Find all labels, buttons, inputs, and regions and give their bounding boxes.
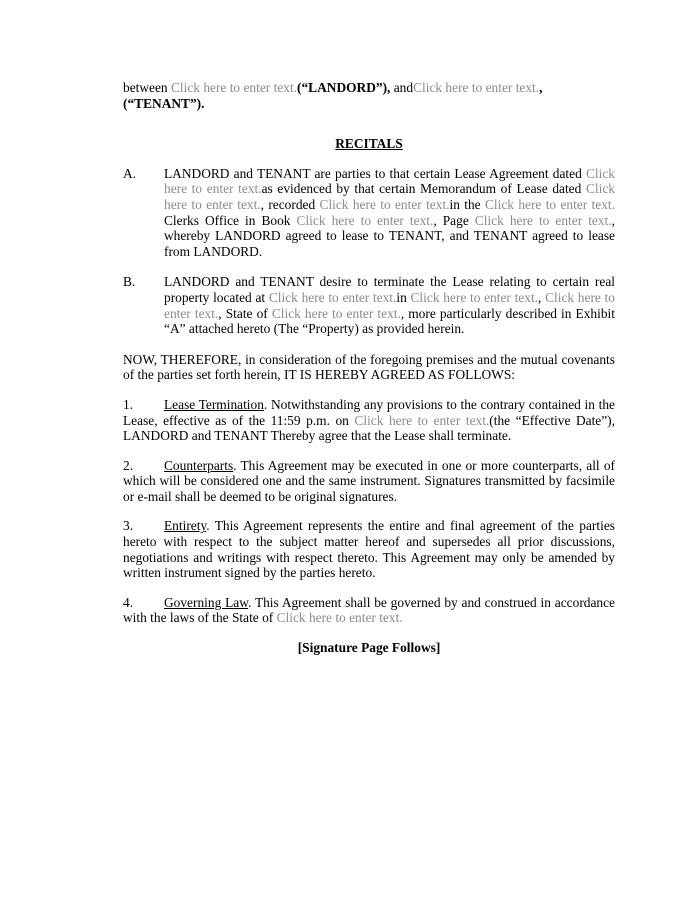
section-2-number: 2. [123,457,134,473]
recital-a-text-5: Clerks Office in Book [164,212,297,228]
effective-date-field[interactable]: Click here to enter text. [354,412,490,428]
section-4-title: Governing Law [164,594,249,610]
recital-b-text-5: , more particularly described in Exhibit “A” attached hereto (The “Property) as provided herein. [164,305,615,337]
section-1-number: 1. [123,396,134,412]
book-field[interactable]: Click here to enter text. [296,212,434,228]
governing-state-field[interactable]: Click here to enter text. [276,610,403,626]
section-1-text-2: (the “Effective Date”), LANDORD and TENANT Thereby agree that the Lease shall terminate. [123,412,615,444]
section-3-text: . This Agreement represents the entire and final agreement of the parties hereto with respect to the subject matter hereof and supersedes all prior discussions, negotiations and writings with respect thereto. This Agreement may only be amended by written instrument signed by the parties hereto. [123,518,615,581]
section-2 [123,458,615,505]
recital-b-text-2: in [396,289,411,305]
section-1 [123,397,615,444]
intro-and: and [390,80,414,95]
recital-b [123,274,615,336]
section-1-text-1: . Notwithstanding any provisions to the contrary contained in the Lease, effective as of the 11:59 p.m. on [123,396,615,428]
tenant-defined-term: (“TENANT”). [123,95,205,111]
county-field[interactable]: Click here to enter text. [484,196,615,212]
recital-a-text-1: LANDORD and TENANT are parties to that certain Lease Agreement dated [164,165,586,181]
memorandum-date-field[interactable]: Click here to enter text. [164,181,615,212]
tenant-name-field[interactable]: Click here to enter text. [413,80,540,95]
recorded-date-field[interactable]: Click here to enter text. [319,196,450,212]
recital-a-text-7: , whereby LANDORD agreed to lease to TENANT, and TENANT agreed to lease from LANDORD. [164,212,615,259]
section-2-title: Counterparts [164,457,234,473]
recital-b-text-1: LANDORD and TENANT desire to terminate the Lease relating to certain real property located at [164,274,615,305]
city-field[interactable]: Click here to enter text. [410,289,539,305]
lease-date-field[interactable]: Click here to enter text. [164,165,615,197]
landlord-name-field[interactable]: Click here to enter text. [170,80,298,95]
page-field[interactable]: Click here to enter text. [474,212,612,228]
state-field[interactable]: Click here to enter text. [271,305,401,321]
now-therefore-paragraph: NOW, THEREFORE, in consideration of the foregoing premises and the mutual covenants of the parties set forth herein, IT IS HEREBY AGREED AS FOLLOWS: [123,351,615,383]
recital-a-text-6: , Page [433,212,475,228]
section-1-title: Lease Termination [164,396,264,412]
section-4-number: 4. [123,594,134,610]
section-2-text: . This Agreement may be executed in one or more counterparts, all of which will be considered one and the same instrument. Signatures transmitted by facsimile or e-mail shall be deemed to be original signatures. [123,457,615,504]
section-3 [123,518,615,580]
intro-between: between [123,80,171,95]
county-field-b[interactable]: Click here to enter text. [164,289,615,321]
intro-comma: , [539,80,543,95]
recital-a-text-4: in the [449,196,485,212]
recital-a [123,166,615,260]
intro-paragraph [123,80,615,111]
section-4-text: . This Agreement shall be governed by and construed in accordance with the laws of the State of [123,594,615,626]
section-3-number: 3. [123,518,134,534]
recital-a-text [164,166,615,260]
recitals-heading: RECITALS [335,136,403,152]
signature-page-follows: [Signature Page Follows] [297,640,441,656]
section-3-title: Entirety [164,518,207,534]
property-address-field[interactable]: Click here to enter text. [268,289,397,305]
recital-a-text-2: as evidenced by that certain Memorandum of Lease dated [261,181,586,197]
recital-b-label: B. [123,274,136,290]
recital-a-text-3: , recorded [260,196,320,212]
landlord-defined-term: (“LANDORD”), [297,80,391,95]
recital-b-text [164,274,615,336]
section-4 [123,595,615,626]
recital-b-text-3: , [538,289,546,305]
recital-b-text-4: , State of [218,305,272,321]
recital-a-label: A. [123,165,137,181]
